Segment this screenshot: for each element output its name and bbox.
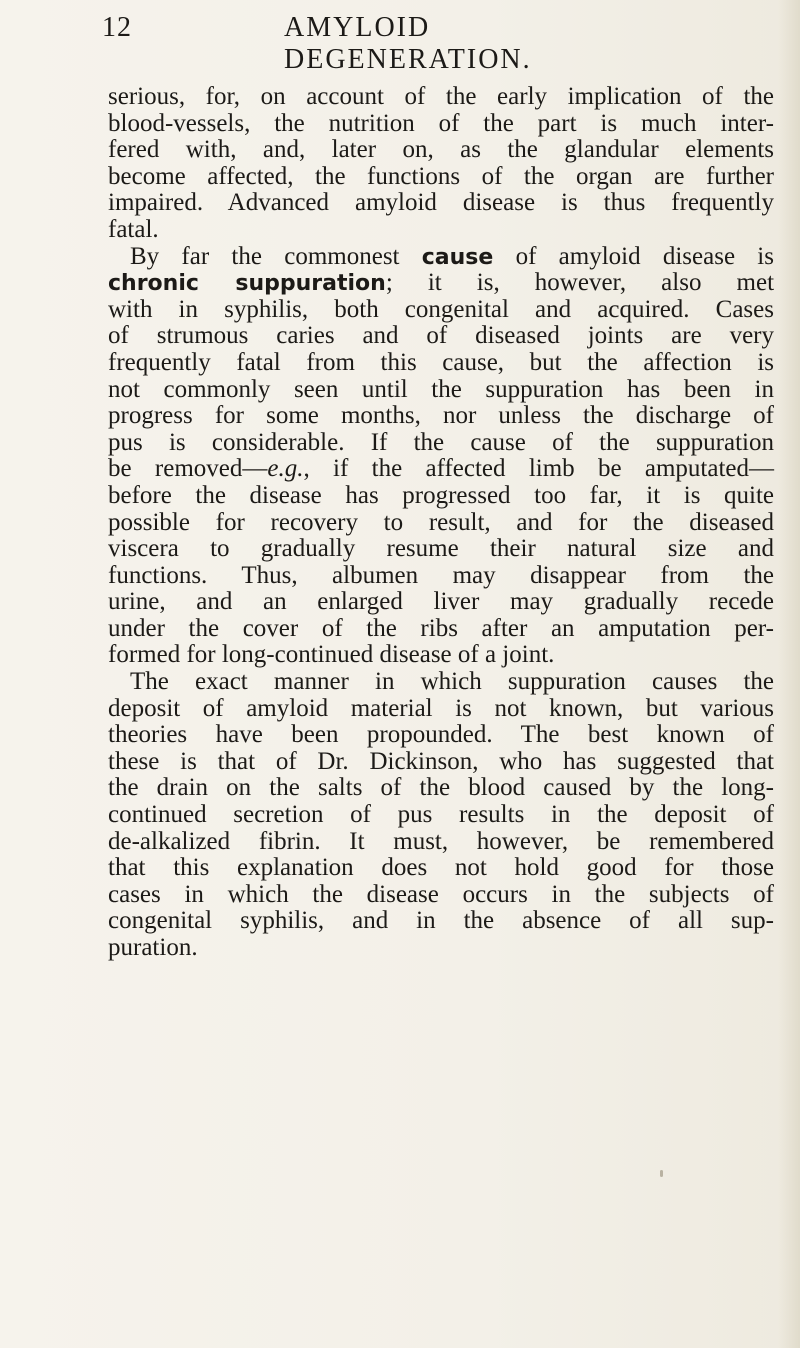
text-line: fered with, and, later on, as the glandular elements — [108, 136, 774, 164]
emphasis-eg: e.g. — [267, 455, 304, 483]
running-head — [102, 12, 682, 75]
body-text — [108, 84, 774, 962]
text-line: By far the commonest cause of amyloid disease is — [130, 242, 774, 270]
text-line: viscera to gradually resume their natural size and — [108, 535, 774, 563]
text-line: formed for long-continued disease of a joint. — [108, 641, 555, 669]
text-line: pus is considerable. If the cause of the suppuration — [108, 428, 774, 456]
text-line: with in syphilis, both congenital and acquired. Cases — [108, 295, 774, 323]
text-line: these is that of Dr. Dickinson, who has suggested that — [108, 747, 774, 775]
text-line: possible for recovery to result, and for the diseased — [108, 508, 774, 536]
emphasis-chronic-suppuration: chronic suppuration — [108, 271, 386, 297]
text-line: not commonly seen until the suppuration has been in — [108, 375, 774, 403]
text-line: The exact manner in which suppuration causes the — [130, 668, 774, 696]
page-edge-shade — [778, 0, 800, 1348]
text-line: chronic suppuration; it is, however, also met — [108, 269, 775, 297]
text-line: functions. Thus, albumen may disappear from the — [108, 561, 774, 589]
text-line: deposit of amyloid material is not known, but various — [108, 694, 774, 722]
text-line: the drain on the salts of the blood caused by the long- — [108, 774, 774, 802]
text-line: before the disease has progressed too far, it is quite — [108, 481, 774, 509]
text-line: frequently fatal from this cause, but the affection is — [108, 348, 774, 376]
text-line: urine, and an enlarged liver may gradually recede — [108, 588, 774, 616]
text-line: become affected, the functions of the organ are further — [108, 162, 774, 190]
text-line: blood-vessels, the nutrition of the part is much inter- — [108, 109, 774, 137]
emphasis-cause: cause — [421, 244, 494, 270]
text-line: impaired. Advanced amyloid disease is thus frequently — [108, 189, 774, 217]
text-line: of strumous caries and of diseased joints are very — [108, 322, 774, 350]
text-line: puration. — [108, 934, 198, 961]
text-line: continued secretion of pus results in the deposit of — [108, 801, 774, 829]
page-number: 12 — [102, 12, 132, 43]
text-line: serious, for, on account of the early implication of the — [108, 83, 774, 110]
text-line: congenital syphilis, and in the absence of all sup- — [108, 907, 774, 935]
text-line: fatal. — [108, 215, 159, 243]
text-line: cases in which the disease occurs in the subjects of — [108, 880, 774, 908]
running-title: AMYLOID DEGENERATION. — [284, 12, 532, 75]
text-line: under the cover of the ribs after an amputation per- — [108, 614, 774, 642]
text-line: de-alkalized fibrin. It must, however, be remembered — [108, 827, 774, 855]
text-line: that this explanation does not hold good for those — [108, 854, 774, 882]
text-line: progress for some months, nor unless the discharge of — [108, 402, 774, 430]
paper-fleck — [660, 1170, 663, 1177]
text-line: be removed—e.g., if the affected limb be amputated— — [108, 455, 774, 483]
text-line: theories have been propounded. The best known of — [108, 721, 774, 749]
